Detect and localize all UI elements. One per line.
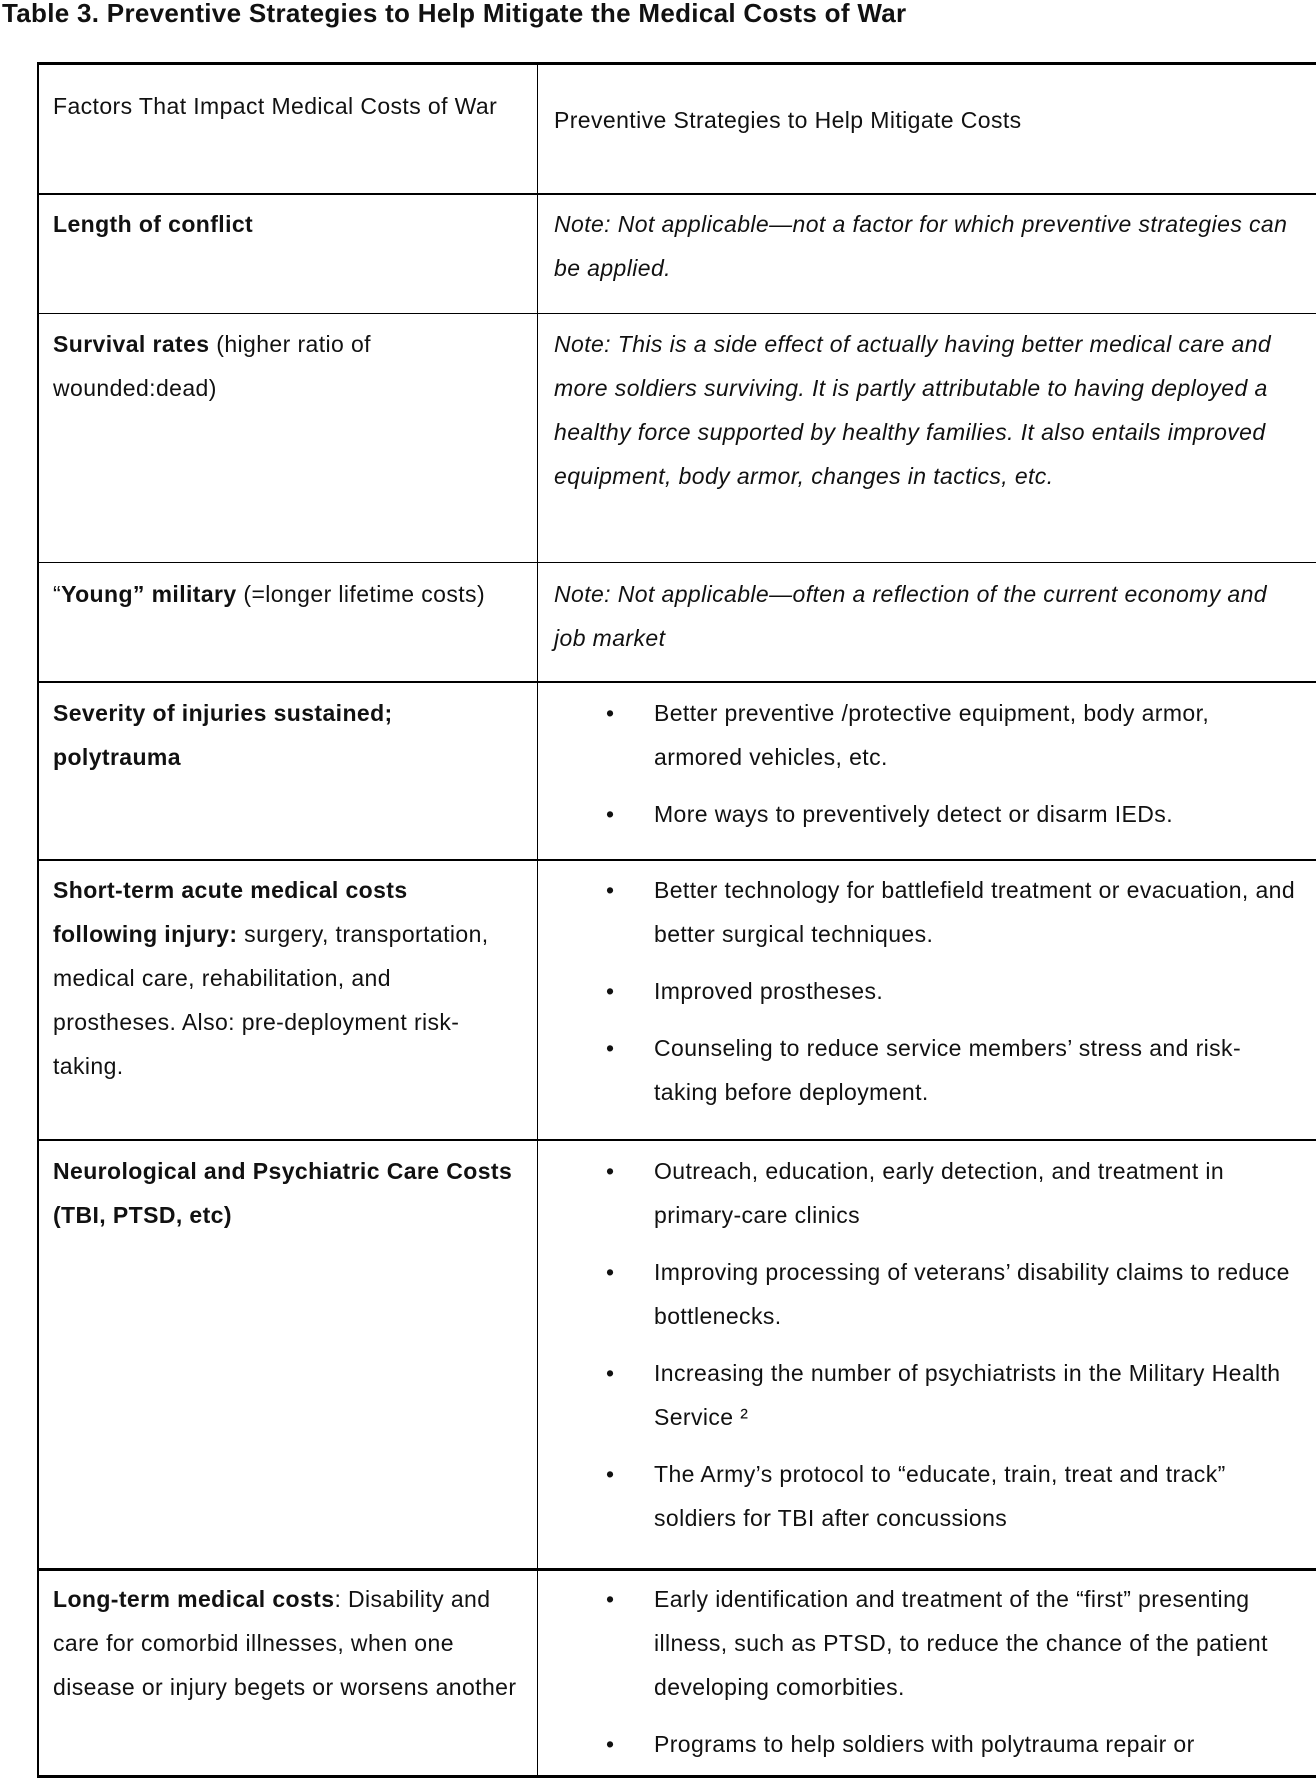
list-item: • Programs to help soldiers with polytrauma repair or <box>554 1722 1304 1766</box>
factor-cell <box>53 322 518 410</box>
factor-cell <box>53 572 518 616</box>
list-item: • Better technology for battlefield treatment or evacuation, and better surgical techniques. <box>554 868 1304 956</box>
factor-detail: : Disability and care for comorbid illnesses, when one disease or injury begets or worsens another <box>53 1586 517 1700</box>
list-item: • Early identification and treatment of the “first” presenting illness, such as PTSD, to reduce the chance of the patient developing comorbities. <box>554 1577 1304 1709</box>
row-divider <box>37 1139 1316 1141</box>
list-item: • Improving processing of veterans’ disability claims to reduce bottlenecks. <box>554 1250 1304 1338</box>
strategy-list <box>554 1577 1304 1779</box>
factor-bold: Length of conflict <box>53 211 254 237</box>
factor-cell <box>53 1577 518 1709</box>
header-factors: Factors That Impact Medical Costs of War <box>53 93 498 119</box>
note-cell: Note: Not applicable—not a factor for which preventive strategies can be applied. <box>554 211 1288 281</box>
list-item: • More ways to preventively detect or disarm IEDs. <box>554 792 1304 836</box>
factor-detail: (higher ratio of wounded:dead) <box>53 331 371 401</box>
factor-cell <box>53 868 518 1088</box>
list-item: • Improved prostheses. <box>554 969 1304 1013</box>
row-divider <box>37 1568 1316 1571</box>
factor-cell <box>53 1149 518 1237</box>
row-divider <box>37 859 1316 861</box>
row-divider <box>37 313 1316 314</box>
list-item: • Increasing the number of psychiatrists in the Military Health Service ² <box>554 1351 1304 1439</box>
factor-bold: Neurological and Psychiatric Care Costs (TBI, PTSD, etc) <box>53 1158 513 1228</box>
row-divider <box>37 562 1316 563</box>
factor-detail: (=longer lifetime costs) <box>236 581 485 607</box>
factor-bold: Survival rates <box>53 331 210 357</box>
list-item: • Counseling to reduce service members’ stress and risk-taking before deployment. <box>554 1026 1304 1114</box>
note-cell: Note: This is a side effect of actually having better medical care and more soldiers surviving. It is partly attributable to having deployed a healthy force supported by healthy families. It also entails improved equipment, body armor, changes in tactics, etc. <box>554 331 1272 489</box>
strategy-list <box>554 1149 1304 1553</box>
factor-cell <box>53 202 518 246</box>
strategy-list <box>554 868 1304 1127</box>
factor-bold: Short-term acute medical costs following injury: <box>53 877 408 947</box>
factor-bold: Long-term medical costs <box>53 1586 335 1612</box>
factor-detail: surgery, transportation, medical care, rehabilitation, and prostheses. Also: pre-deployment risk-taking. <box>53 921 489 1079</box>
factor-quote: “ <box>53 581 62 607</box>
column-divider <box>537 62 538 1778</box>
factor-bold: Severity of injuries sustained; polytrauma <box>53 700 393 770</box>
row-divider <box>37 681 1316 683</box>
list-item: • Better preventive /protective equipment, body armor, armored vehicles, etc. <box>554 691 1304 779</box>
row-divider <box>37 193 1316 195</box>
factor-cell <box>53 691 518 779</box>
factor-bold: Young” military <box>61 581 237 607</box>
note-cell: Note: Not applicable—often a reflection of the current economy and job market <box>554 581 1267 651</box>
list-item: • Outreach, education, early detection, and treatment in primary-care clinics <box>554 1149 1304 1237</box>
strategy-list <box>554 691 1304 849</box>
header-strategies: Preventive Strategies to Help Mitigate Costs <box>554 107 1022 133</box>
list-item: • The Army’s protocol to “educate, train, treat and track” soldiers for TBI after concussions <box>554 1452 1304 1540</box>
table-title: Table 3. Preventive Strategies to Help Mitigate the Medical Costs of War <box>2 0 907 28</box>
